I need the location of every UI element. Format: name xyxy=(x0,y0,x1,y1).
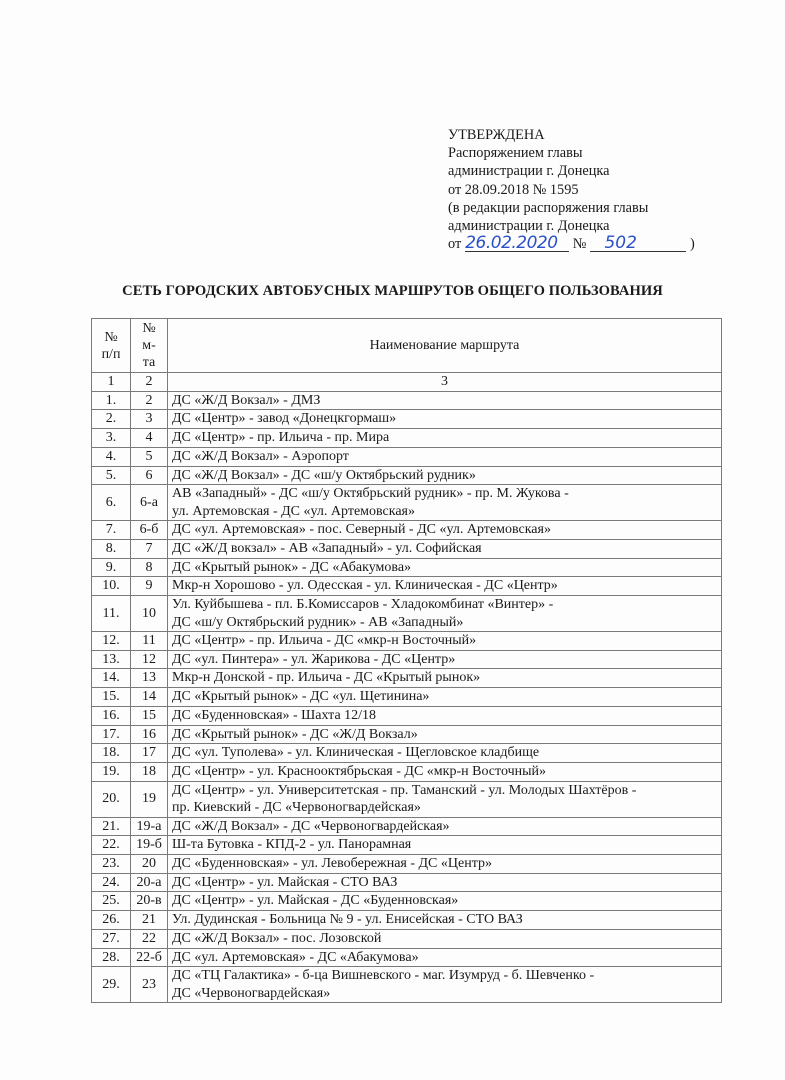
row-index: 20. xyxy=(92,781,131,817)
table-row xyxy=(92,391,722,410)
table-row xyxy=(92,725,722,744)
row-index: 18. xyxy=(92,744,131,763)
route-name xyxy=(168,391,722,410)
table-row xyxy=(92,429,722,448)
table-row xyxy=(92,466,722,485)
approval-line: администрации г. Донецка xyxy=(448,163,610,180)
handwritten-number: 502 xyxy=(590,235,686,252)
row-index: 14. xyxy=(92,669,131,688)
route-number: 9 xyxy=(131,577,168,596)
table-row xyxy=(92,892,722,911)
route-name-line: ДС «Ж/Д Вокзал» - ДС «ш/у Октябрьский рудник» xyxy=(172,467,476,483)
column-number: 1 xyxy=(92,373,131,392)
route-name xyxy=(168,539,722,558)
row-index: 1. xyxy=(92,391,131,410)
approval-line: Распоряжением главы xyxy=(448,145,583,162)
route-number: 20-а xyxy=(131,873,168,892)
route-name-line: Ул. Дудинская - Больница № 9 - ул. Енисейская - СТО ВАЗ xyxy=(172,912,523,928)
route-name xyxy=(168,632,722,651)
route-name xyxy=(168,855,722,874)
header-index-line: п/п xyxy=(101,346,121,362)
route-name-line: ДС «Ж/Д Вокзал» - ДМЗ xyxy=(172,392,321,408)
route-name-line: ДС «Червоногвардейская» xyxy=(172,985,331,1001)
route-number: 6 xyxy=(131,466,168,485)
route-name-line: Мкр-н Хорошово - ул. Одесская - ул. Клиническая - ДС «Центр» xyxy=(172,578,558,594)
route-name-line: ДС «Центр» - пр. Ильича - ДС «мкр-н Восточный» xyxy=(172,633,477,649)
route-name xyxy=(168,725,722,744)
table-row xyxy=(92,688,722,707)
route-name xyxy=(168,577,722,596)
route-number: 16 xyxy=(131,725,168,744)
column-numbers-row xyxy=(92,373,722,392)
route-name-line: ДС «ул. Туполева» - ул. Клиническая - Щегловское кладбище xyxy=(172,745,540,761)
route-number: 19-а xyxy=(131,817,168,836)
route-number: 6-а xyxy=(131,485,168,521)
row-index: 4. xyxy=(92,447,131,466)
table-row xyxy=(92,911,722,930)
route-name-line: Ш-та Бутовка - КПД-2 - ул. Панорамная xyxy=(172,837,412,853)
route-name-line: ДС «Крытый рынок» - ДС «ул. Щетинина» xyxy=(172,689,430,705)
route-number: 14 xyxy=(131,688,168,707)
route-name-line: пр. Киевский - ДС «Червоногвардейская» xyxy=(172,800,421,816)
route-name-line: ДС «Буденновская» - Шахта 12/18 xyxy=(172,707,377,723)
route-name-line: ДС «Центр» - ул. Университетская - пр. Таманский - ул. Молодых Шахтёров - xyxy=(172,782,637,798)
table-row xyxy=(92,632,722,651)
route-name-line: ДС «Буденновская» - ул. Левобережная - ДС «Центр» xyxy=(172,856,493,872)
row-index: 9. xyxy=(92,558,131,577)
row-index: 23. xyxy=(92,855,131,874)
route-name xyxy=(168,650,722,669)
row-index: 29. xyxy=(92,967,131,1003)
route-number: 20 xyxy=(131,855,168,874)
route-number: 5 xyxy=(131,447,168,466)
route-number: 21 xyxy=(131,911,168,930)
approval-block xyxy=(448,126,748,253)
route-number: 11 xyxy=(131,632,168,651)
table-row xyxy=(92,967,722,1003)
closing-paren: ) xyxy=(690,236,695,253)
table-row xyxy=(92,485,722,521)
route-name xyxy=(168,817,722,836)
row-index: 5. xyxy=(92,466,131,485)
table-row xyxy=(92,669,722,688)
route-name-line: ДС «Центр» - ул. Майская - ДС «Буденновская» xyxy=(172,893,459,909)
row-index: 12. xyxy=(92,632,131,651)
route-number: 23 xyxy=(131,967,168,1003)
route-number: 6-б xyxy=(131,521,168,540)
routes-table xyxy=(91,318,722,1003)
table-row xyxy=(92,577,722,596)
header-index-line: № xyxy=(104,329,118,345)
route-number: 4 xyxy=(131,429,168,448)
row-index: 28. xyxy=(92,948,131,967)
table-row xyxy=(92,873,722,892)
row-index: 13. xyxy=(92,650,131,669)
table-row xyxy=(92,706,722,725)
route-name xyxy=(168,929,722,948)
table-row xyxy=(92,781,722,817)
route-number: 17 xyxy=(131,744,168,763)
table-row xyxy=(92,836,722,855)
row-index: 3. xyxy=(92,429,131,448)
route-name xyxy=(168,836,722,855)
route-name xyxy=(168,466,722,485)
route-name xyxy=(168,744,722,763)
row-index: 26. xyxy=(92,911,131,930)
route-name-line: ДС «Ж/Д Вокзал» - ДС «Червоногвардейская» xyxy=(172,818,450,834)
row-index: 11. xyxy=(92,596,131,632)
row-index: 2. xyxy=(92,410,131,429)
route-number: 19 xyxy=(131,781,168,817)
header-route-line: № xyxy=(142,321,156,336)
header-route-number xyxy=(131,319,168,373)
route-name xyxy=(168,948,722,967)
route-number: 22-б xyxy=(131,948,168,967)
route-number: 18 xyxy=(131,762,168,781)
route-name xyxy=(168,781,722,817)
from-label: от xyxy=(448,236,462,253)
route-number: 7 xyxy=(131,539,168,558)
route-name xyxy=(168,558,722,577)
row-index: 19. xyxy=(92,762,131,781)
route-name-line: Ул. Куйбышева - пл. Б.Комиссаров - Хладокомбинат «Винтер» - xyxy=(172,597,554,613)
route-number: 22 xyxy=(131,929,168,948)
route-name xyxy=(168,706,722,725)
table-row xyxy=(92,855,722,874)
route-name-line: ДС «ТЦ Галактика» - б-ца Вишневского - маг. Изумруд - б. Шевченко - xyxy=(172,968,595,984)
column-number: 2 xyxy=(131,373,168,392)
row-index: 16. xyxy=(92,706,131,725)
table-row xyxy=(92,539,722,558)
route-name-line: ул. Артемовская - ДС «ул. Артемовская» xyxy=(172,503,415,519)
handwritten-date: 26.02.2020 xyxy=(465,235,569,252)
row-index: 7. xyxy=(92,521,131,540)
row-index: 25. xyxy=(92,892,131,911)
route-name-line: ДС «Центр» - ул. Майская - СТО ВАЗ xyxy=(172,874,398,890)
column-number: 3 xyxy=(168,373,722,392)
route-name-line: ДС «ул. Пинтера» - ул. Жарикова - ДС «Центр» xyxy=(172,651,456,667)
route-name-line: ДС «ш/у Октябрьский рудник» - АВ «Западный» xyxy=(172,614,464,630)
route-number: 15 xyxy=(131,706,168,725)
row-index: 6. xyxy=(92,485,131,521)
route-number: 2 xyxy=(131,391,168,410)
route-name-line: ДС «Крытый рынок» - ДС «Ж/Д Вокзал» xyxy=(172,726,418,742)
route-number: 8 xyxy=(131,558,168,577)
route-number: 19-б xyxy=(131,836,168,855)
row-index: 21. xyxy=(92,817,131,836)
row-index: 24. xyxy=(92,873,131,892)
route-name xyxy=(168,485,722,521)
route-number: 3 xyxy=(131,410,168,429)
route-name-line: ДС «Ж/Д Вокзал» - пос. Лозовской xyxy=(172,930,382,946)
number-sign: № xyxy=(572,236,587,253)
route-name-line: АВ «Западный» - ДС «ш/у Октябрьский рудник» - пр. М. Жукова - xyxy=(172,486,569,502)
route-name xyxy=(168,967,722,1003)
document-title: СЕТЬ ГОРОДСКИХ АВТОБУСНЫХ МАРШРУТОВ ОБЩЕГО ПОЛЬЗОВАНИЯ xyxy=(122,283,663,299)
route-name xyxy=(168,911,722,930)
route-name-line: ДС «Ж/Д вокзал» - АВ «Западный» - ул. Софийская xyxy=(172,540,482,556)
route-name xyxy=(168,447,722,466)
table-row xyxy=(92,596,722,632)
route-name xyxy=(168,596,722,632)
approval-heading: УТВЕРЖДЕНА xyxy=(448,127,545,143)
approval-line: администрации г. Донецка xyxy=(448,218,610,235)
route-name xyxy=(168,429,722,448)
table-row xyxy=(92,929,722,948)
route-name xyxy=(168,892,722,911)
row-index: 17. xyxy=(92,725,131,744)
route-name xyxy=(168,873,722,892)
route-number: 13 xyxy=(131,669,168,688)
row-index: 15. xyxy=(92,688,131,707)
row-index: 22. xyxy=(92,836,131,855)
route-number: 20-в xyxy=(131,892,168,911)
approval-line: (в редакции распоряжения главы xyxy=(448,199,649,216)
header-route-line: м- xyxy=(142,338,156,353)
row-index: 10. xyxy=(92,577,131,596)
approval-date-line xyxy=(448,235,748,253)
table-row xyxy=(92,762,722,781)
route-name xyxy=(168,762,722,781)
table-row xyxy=(92,558,722,577)
header-index xyxy=(92,319,131,373)
header-route-name: Наименование маршрута xyxy=(168,319,722,373)
route-name xyxy=(168,669,722,688)
route-name xyxy=(168,410,722,429)
route-name-line: ДС «Крытый рынок» - ДС «Абакумова» xyxy=(172,559,412,575)
route-number: 10 xyxy=(131,596,168,632)
route-name-line: ДС «Центр» - завод «Донецкгормаш» xyxy=(172,411,397,427)
route-name-line: ДС «Ж/Д Вокзал» - Аэропорт xyxy=(172,448,349,464)
table-row xyxy=(92,744,722,763)
route-name-line: ДС «Центр» - ул. Краснооктябрьская - ДС «мкр-н Восточный» xyxy=(172,763,547,779)
table-row xyxy=(92,521,722,540)
route-name xyxy=(168,688,722,707)
header-route-line: та xyxy=(142,355,156,370)
route-number: 12 xyxy=(131,650,168,669)
table-row xyxy=(92,410,722,429)
row-index: 27. xyxy=(92,929,131,948)
table-header-row xyxy=(92,319,722,373)
route-name-line: ДС «ул. Артемовская» - ДС «Абакумова» xyxy=(172,949,419,965)
route-name-line: ДС «Центр» - пр. Ильича - пр. Мира xyxy=(172,430,390,446)
table-row xyxy=(92,948,722,967)
table-row xyxy=(92,447,722,466)
route-name-line: ДС «ул. Артемовская» - пос. Северный - ДС «ул. Артемовская» xyxy=(172,522,551,538)
route-name xyxy=(168,521,722,540)
route-name-line: Мкр-н Донской - пр. Ильича - ДС «Крытый рынок» xyxy=(172,670,481,686)
table-row xyxy=(92,817,722,836)
approval-line: от 28.09.2018 № 1595 xyxy=(448,181,579,198)
row-index: 8. xyxy=(92,539,131,558)
table-row xyxy=(92,650,722,669)
